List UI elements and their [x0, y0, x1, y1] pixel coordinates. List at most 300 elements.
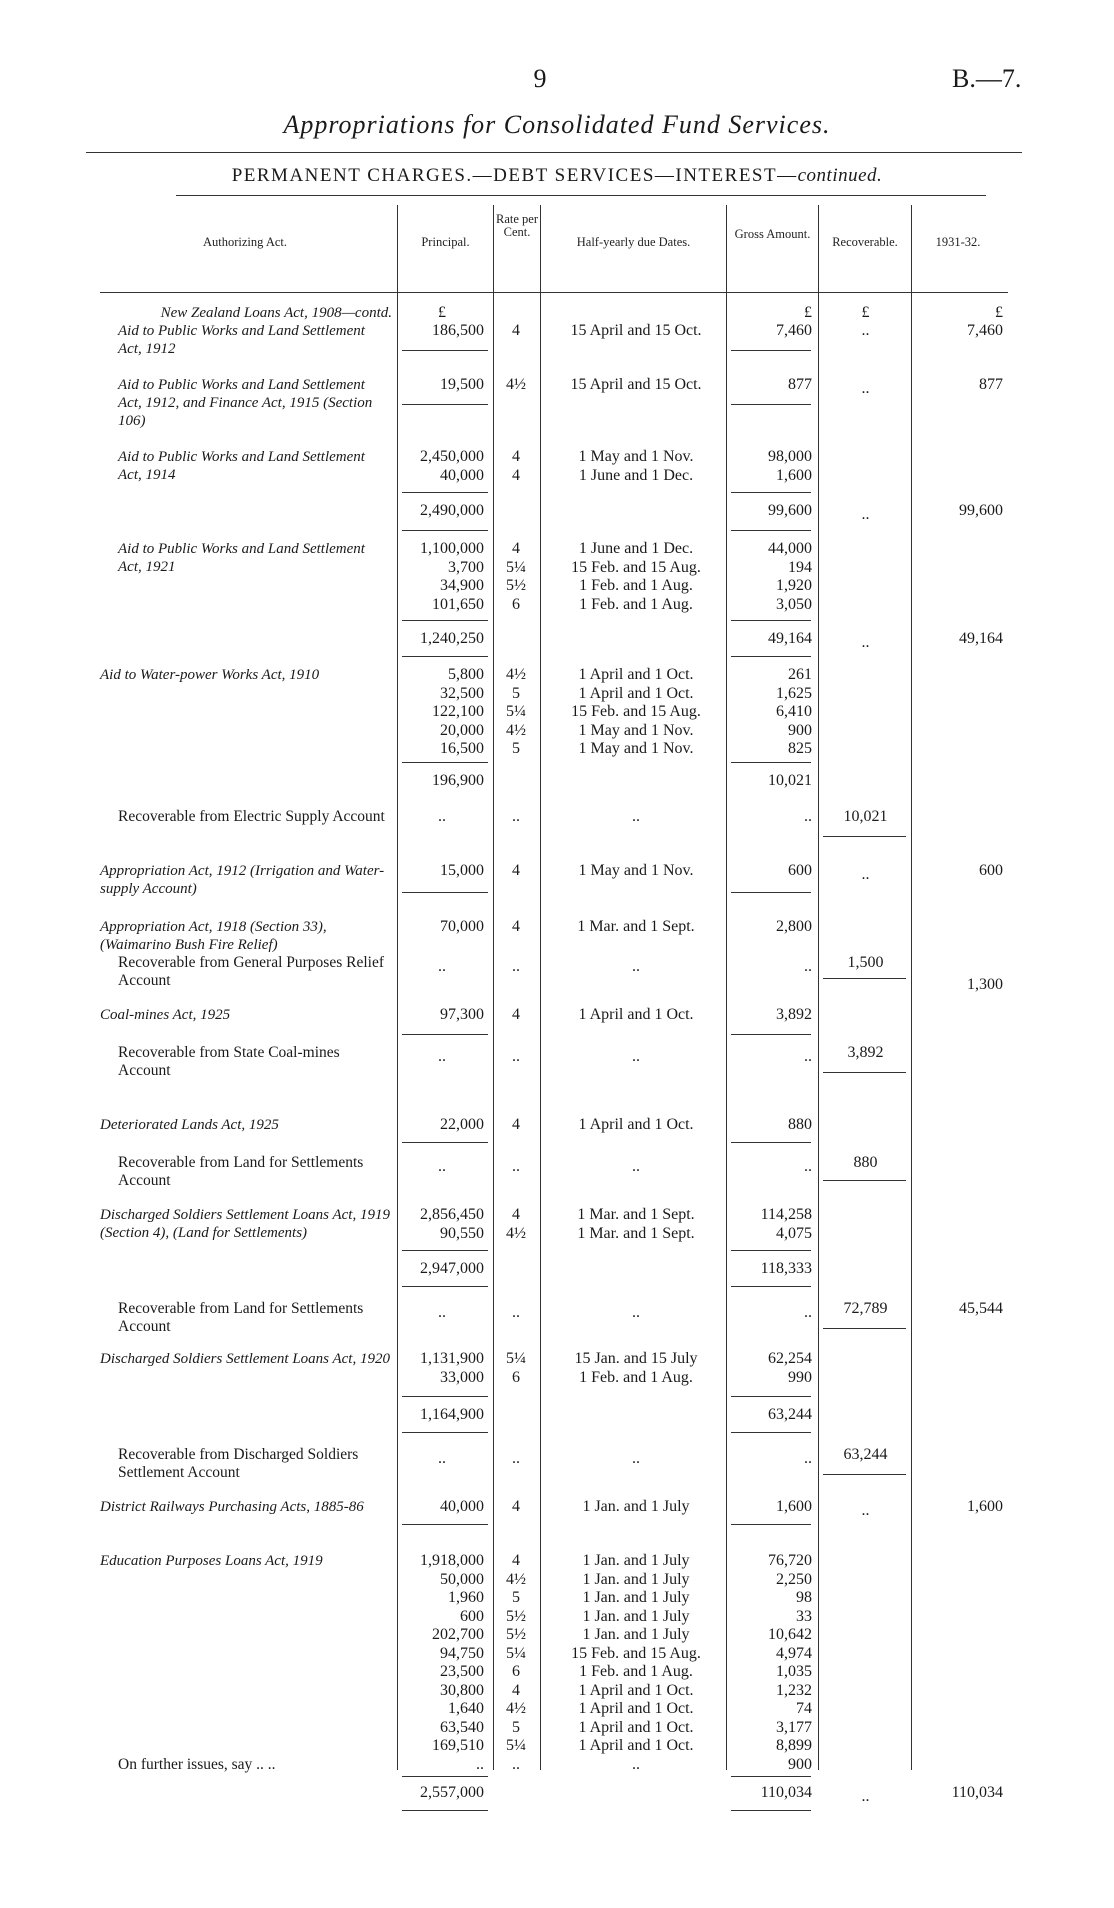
gross-total: 99,600 [768, 502, 812, 519]
recoverable-value: .. [861, 380, 870, 397]
page-number: 9 [533, 64, 547, 93]
gross-value: 194 [788, 558, 812, 576]
dates-value: 1 Jan. and 1 July [582, 1589, 690, 1606]
dates-value: .. [632, 808, 640, 825]
recoverable-value: .. [861, 506, 870, 523]
dates-value: 15 Feb. and 15 Aug. [571, 703, 701, 720]
gross-value: 990 [788, 1368, 812, 1386]
dates-value: 1 Jan. and 1 July [582, 1607, 690, 1625]
principal-value: 19,500 [440, 376, 484, 393]
gross-value: .. [804, 1158, 812, 1175]
dates-value: 1 Mar. and 1 Sept. [577, 1206, 695, 1223]
act-label: Discharged Soldiers Settlement Loans Act, 1920 [100, 1351, 390, 1367]
gross-value: 8,899 [776, 1737, 812, 1754]
principal-list [400, 540, 484, 614]
rate-value: 4 [512, 466, 520, 484]
rate-value: 6 [512, 1663, 520, 1680]
dates-value: 15 April and 15 Oct. [570, 376, 702, 393]
principal-value: 1,640 [448, 1700, 484, 1717]
rate-value: 5¼ [506, 1737, 526, 1754]
rate-value: 4 [512, 1006, 520, 1023]
rule [823, 836, 906, 837]
document-reference: B.—7. [952, 64, 1022, 93]
rule [731, 1250, 811, 1251]
gross-list [730, 666, 812, 759]
act-label: Aid to Public Works and Land Settlement Act, 1912, and Finance Act, 1915 (Section 106) [118, 377, 373, 429]
act-label: Aid to Public Works and Land Settlement Act, 1914 [118, 449, 365, 483]
rule [731, 762, 811, 763]
principal-value: 600 [460, 1607, 484, 1625]
recoverable-value: .. [861, 322, 870, 339]
year-value: 99,600 [959, 502, 1003, 519]
rule [731, 1432, 811, 1433]
rule [823, 1474, 906, 1475]
rule [731, 1524, 811, 1525]
column-divider [726, 205, 727, 1770]
principal-total: 1,240,250 [420, 630, 484, 647]
column-divider [540, 205, 541, 1770]
gross-list [730, 448, 812, 485]
principal-value: 30,800 [440, 1681, 484, 1699]
act-label: Deteriorated Lands Act, 1925 [100, 1117, 279, 1133]
dates-value: 1 Feb. and 1 Aug. [579, 577, 693, 594]
gross-value: 3,892 [776, 1006, 812, 1023]
dates-value: .. [632, 1048, 640, 1065]
principal-value: 90,550 [440, 1224, 484, 1242]
gross-value: 114,258 [760, 1206, 812, 1223]
rule [731, 1286, 811, 1287]
rate-list [497, 448, 535, 485]
act-label: Aid to Water-power Works Act, 1910 [100, 667, 320, 683]
rate-value: .. [512, 958, 520, 975]
rate-value: 4½ [506, 1224, 526, 1242]
gross-value: 62,254 [768, 1350, 812, 1367]
principal-value: 40,000 [440, 1498, 484, 1515]
rate-value: 4½ [506, 721, 526, 739]
column-header-authorizing-act: Authorizing Act. [202, 235, 287, 249]
principal-value: 3,700 [448, 558, 484, 576]
recoverable-value: 880 [853, 1154, 878, 1171]
rate-value: 5½ [506, 1626, 526, 1643]
currency-gross: £ [804, 304, 812, 321]
dates-list [546, 666, 726, 759]
gross-total: 110,034 [760, 1784, 812, 1801]
principal-value: 50,000 [440, 1570, 484, 1588]
gross-value: 4,075 [776, 1224, 812, 1242]
recoverable-label: Recoverable from Land for Settlements Account [118, 1300, 364, 1335]
gross-total: 118,333 [760, 1260, 812, 1277]
column-divider [397, 205, 398, 1770]
year-value: 1,600 [967, 1498, 1003, 1515]
gross-value: 3,050 [776, 595, 812, 613]
recoverable-value: .. [861, 1502, 870, 1519]
principal-value: 63,540 [440, 1718, 484, 1736]
principal-value: 101,650 [432, 595, 484, 613]
dates-value: 1 May and 1 Nov. [578, 721, 694, 739]
rule [731, 656, 811, 657]
act-label: Education Purposes Loans Act, 1919 [100, 1553, 323, 1569]
dates-value: 1 April and 1 Oct. [578, 684, 694, 702]
rate-value: 4 [512, 1552, 520, 1569]
act-label: District Railways Purchasing Acts, 1885-86 [100, 1499, 364, 1515]
section-subtitle [0, 165, 1114, 187]
rule [731, 350, 811, 351]
rate-value: .. [512, 1158, 520, 1175]
rule [402, 1034, 488, 1035]
column-divider [911, 205, 912, 1770]
principal-value: 34,900 [440, 577, 484, 594]
gross-list [730, 1350, 812, 1387]
act-label: New Zealand Loans Act, 1908—contd. [160, 305, 392, 321]
recoverable-label: Recoverable from Discharged Soldiers Settlement Account [118, 1446, 359, 1481]
act-label: Coal-mines Act, 1925 [100, 1007, 231, 1023]
dates-value: 1 Feb. and 1 Aug. [579, 595, 693, 613]
dates-value: 1 April and 1 Oct. [578, 666, 694, 683]
rate-value: 5½ [506, 1607, 526, 1625]
rule [731, 1776, 811, 1777]
gross-value: 600 [788, 862, 812, 879]
gross-value: 900 [788, 1755, 812, 1773]
principal-list [400, 1552, 484, 1774]
recoverable-value: 1,500 [847, 954, 884, 971]
principal-total: 2,557,000 [420, 1784, 484, 1801]
column-header-principal: Principal. [421, 235, 470, 249]
dates-value: .. [632, 1450, 640, 1467]
rule [402, 1810, 488, 1811]
gross-value: 3,177 [776, 1718, 812, 1736]
recoverable-value: 10,021 [843, 808, 888, 825]
rule [731, 1034, 811, 1035]
rule [823, 1328, 906, 1329]
gross-value: 261 [788, 666, 812, 683]
rate-value: 4 [512, 1116, 520, 1133]
year-value: 877 [979, 376, 1003, 393]
gross-list [730, 540, 812, 614]
rate-value: 5¼ [506, 1644, 526, 1662]
recoverable-value: .. [861, 1788, 870, 1805]
rate-value: .. [512, 1048, 520, 1065]
rate-value: 4 [512, 1498, 520, 1515]
header-bottom-rule [100, 292, 1008, 293]
principal-value: .. [438, 1158, 446, 1175]
further-issues-label: On further issues, say .. .. [118, 1756, 276, 1773]
column-header-dates: Half-yearly due Dates. [576, 235, 691, 249]
dates-value: 1 Jan. and 1 July [582, 1498, 690, 1515]
gross-value: 4,974 [776, 1644, 812, 1662]
rate-list [497, 540, 535, 614]
principal-total: 196,900 [432, 772, 484, 789]
gross-value: 76,720 [768, 1552, 812, 1569]
principal-value: 5,800 [448, 666, 484, 683]
rate-value: 4 [512, 322, 520, 339]
gross-value: 1,625 [776, 684, 812, 702]
rate-value: 4 [512, 448, 520, 465]
rule [402, 1776, 488, 1777]
recoverable-label: Recoverable from Land for Settlements Account [118, 1154, 364, 1189]
rate-list [497, 1206, 535, 1243]
gross-value: .. [804, 1450, 812, 1467]
dates-value: 1 April and 1 Oct. [578, 1737, 694, 1754]
dates-value: 1 Jan. and 1 July [582, 1626, 690, 1643]
rate-value: 4½ [506, 376, 526, 393]
principal-value: 22,000 [440, 1116, 484, 1133]
rule [402, 1142, 488, 1143]
principal-value: 15,000 [440, 862, 484, 879]
rule [731, 620, 811, 621]
page-title: Appropriations for Consolidated Fund Services. [283, 110, 831, 139]
gross-value: .. [804, 1048, 812, 1065]
gross-value: .. [804, 1304, 812, 1321]
principal-value: 1,100,000 [420, 540, 484, 557]
recoverable-label: Recoverable from State Coal-mines Account [118, 1044, 340, 1079]
dates-value: 1 Jan. and 1 July [582, 1552, 690, 1569]
dates-value: 15 April and 15 Oct. [570, 322, 702, 339]
principal-value: .. [476, 1755, 484, 1773]
year-value: 7,460 [967, 322, 1003, 339]
rule [402, 656, 488, 657]
gross-value: 33 [796, 1607, 812, 1625]
year-value: 600 [979, 862, 1003, 879]
dates-value: .. [632, 1158, 640, 1175]
principal-value: 32,500 [440, 684, 484, 702]
rule [402, 404, 488, 405]
recoverable-value: .. [861, 634, 870, 651]
recoverable-label: Recoverable from Electric Supply Account [118, 808, 385, 825]
principal-list [400, 448, 484, 485]
dates-value: .. [632, 958, 640, 975]
subtitle-main: PERMANENT CHARGES.—DEBT SERVICES—INTEREST— [231, 165, 798, 186]
rate-value: 5 [512, 1718, 520, 1736]
rule [402, 620, 488, 621]
column-header-gross: Gross Amount. [734, 227, 811, 241]
column-header-year: 1931-32. [935, 235, 981, 249]
gross-value: 6,410 [776, 703, 812, 720]
rule [402, 492, 488, 493]
title-rule [86, 152, 1022, 153]
dates-value: 1 April and 1 Oct. [578, 1006, 694, 1023]
rate-value: 4 [512, 1206, 520, 1223]
principal-value: 97,300 [440, 1006, 484, 1023]
dates-value: .. [632, 1755, 640, 1773]
gross-value: 880 [788, 1116, 812, 1133]
rule [731, 530, 811, 531]
principal-value: 33,000 [440, 1368, 484, 1386]
rule [823, 1180, 906, 1181]
recoverable-value: 3,892 [847, 1044, 884, 1061]
dates-value: 1 June and 1 Dec. [578, 466, 694, 484]
rate-value: 5¼ [506, 558, 526, 576]
principal-total: 1,164,900 [420, 1406, 484, 1423]
rate-value: 5¼ [506, 703, 526, 720]
gross-value: 74 [796, 1700, 812, 1717]
principal-value: 94,750 [440, 1644, 484, 1662]
principal-list [400, 1350, 484, 1387]
principal-value: .. [438, 1304, 446, 1321]
principal-value: 122,100 [432, 703, 484, 720]
principal-value: .. [438, 1048, 446, 1065]
dates-value: 1 May and 1 Nov. [578, 448, 694, 465]
dates-value: 1 June and 1 Dec. [578, 540, 694, 557]
currency-year: £ [995, 304, 1003, 321]
principal-value: .. [438, 958, 446, 975]
gross-total: 49,164 [768, 630, 812, 647]
gross-value: 1,920 [776, 577, 812, 594]
year-value: 1,300 [967, 976, 1003, 993]
principal-value: 70,000 [440, 918, 484, 935]
principal-list [400, 1206, 484, 1243]
recoverable-label: Recoverable from General Purposes Relief Account [118, 954, 384, 989]
gross-value: 1,600 [776, 1498, 812, 1515]
principal-total: 2,490,000 [420, 502, 484, 519]
rule [731, 1396, 811, 1397]
recoverable-value: 63,244 [843, 1446, 888, 1463]
rate-value: 5 [512, 1589, 520, 1606]
principal-value: 1,960 [448, 1589, 484, 1606]
rule [402, 1396, 488, 1397]
rate-value: 4 [512, 862, 520, 879]
principal-total: 2,947,000 [420, 1260, 484, 1277]
rate-value: 4 [512, 540, 520, 557]
gross-list [730, 1552, 812, 1774]
rate-value: .. [512, 1450, 520, 1467]
gross-total: 10,021 [768, 772, 812, 789]
rate-value: 4½ [506, 1700, 526, 1717]
rule [402, 1250, 488, 1251]
rate-value: 4½ [506, 666, 526, 683]
column-header-recoverable: Recoverable. [832, 235, 898, 249]
gross-value: 2,800 [776, 918, 812, 935]
rule [731, 892, 811, 893]
dates-list [546, 1350, 726, 1387]
rate-value: 4 [512, 918, 520, 935]
rate-list [497, 666, 535, 759]
currency-recoverable: £ [861, 304, 870, 321]
principal-value: 20,000 [440, 721, 484, 739]
gross-value: .. [804, 808, 812, 825]
dates-value: 1 May and 1 Nov. [578, 862, 694, 879]
principal-list [400, 666, 484, 759]
rule [402, 892, 488, 893]
rate-value: .. [512, 1755, 520, 1773]
dates-value: 1 Feb. and 1 Aug. [579, 1663, 693, 1680]
rate-value: 5¼ [506, 1350, 526, 1367]
principal-value: 16,500 [440, 740, 484, 757]
year-value: 110,034 [951, 1784, 1003, 1801]
gross-value: 1,600 [776, 466, 812, 484]
rule [731, 404, 811, 405]
rule [731, 492, 811, 493]
rule [823, 978, 906, 979]
act-label: Discharged Soldiers Settlement Loans Act, 1919 (Section 4), (Land for Settlements) [100, 1207, 390, 1241]
dates-list [546, 1206, 726, 1243]
act-label: Appropriation Act, 1912 (Irrigation and Water-supply Account) [100, 863, 385, 897]
gross-total: 63,244 [768, 1406, 812, 1423]
rule [823, 1072, 906, 1073]
dates-value: 1 May and 1 Nov. [578, 740, 694, 757]
principal-value: .. [438, 808, 446, 825]
gross-value: 825 [788, 740, 812, 757]
dates-value: .. [632, 1304, 640, 1321]
principal-value: 202,700 [432, 1626, 484, 1643]
gross-value: 98,000 [768, 448, 812, 465]
gross-value: 7,460 [776, 322, 812, 339]
dates-value: 15 Jan. and 15 July [574, 1350, 698, 1367]
column-header-rate: Rate per Cent. [496, 212, 538, 239]
header-top-rule [176, 195, 986, 196]
column-divider [493, 205, 494, 1770]
act-label: Appropriation Act, 1918 (Section 33), (Waimarino Bush Fire Relief) [100, 919, 327, 953]
rule [402, 1286, 488, 1287]
gross-value: .. [804, 958, 812, 975]
year-value: 49,164 [959, 630, 1003, 647]
rate-value: 5½ [506, 577, 526, 594]
currency-principal: £ [438, 304, 446, 321]
rate-value: 4½ [506, 1570, 526, 1588]
dates-value: 1 April and 1 Oct. [578, 1718, 694, 1736]
year-value: 45,544 [959, 1300, 1003, 1317]
dates-value: 1 Mar. and 1 Sept. [577, 918, 695, 935]
rule [731, 1810, 811, 1811]
rate-value: 6 [512, 1368, 520, 1386]
principal-value: 1,918,000 [420, 1552, 484, 1569]
gross-value: 1,035 [776, 1663, 812, 1680]
rule [402, 530, 488, 531]
dates-value: 1 Feb. and 1 Aug. [579, 1368, 693, 1386]
subtitle-continued: continued. [797, 165, 883, 186]
gross-value: 10,642 [768, 1626, 812, 1643]
dates-value: 15 Feb. and 15 Aug. [571, 1644, 701, 1662]
rate-value: 6 [512, 595, 520, 613]
principal-value: 2,450,000 [420, 448, 484, 465]
principal-value: 186,500 [432, 322, 484, 339]
principal-value: 40,000 [440, 466, 484, 484]
dates-value: 1 Jan. and 1 July [582, 1570, 690, 1588]
principal-value: 2,856,450 [420, 1206, 484, 1223]
act-label: Aid to Public Works and Land Settlement Act, 1912 [118, 323, 365, 357]
gross-list [730, 1206, 812, 1243]
rate-value: .. [512, 808, 520, 825]
rule [402, 350, 488, 351]
dates-list [546, 448, 726, 485]
gross-value: 877 [788, 376, 812, 393]
rule [402, 1432, 488, 1433]
rule [402, 762, 488, 763]
act-label: Aid to Public Works and Land Settlement Act, 1921 [118, 541, 365, 575]
dates-value: 1 April and 1 Oct. [578, 1116, 694, 1133]
dates-value: 1 April and 1 Oct. [578, 1681, 694, 1699]
dates-value: 15 Feb. and 15 Aug. [571, 558, 701, 576]
dates-value: 1 Mar. and 1 Sept. [577, 1224, 695, 1242]
column-divider [818, 205, 819, 1770]
principal-value: 23,500 [440, 1663, 484, 1680]
rate-value: .. [512, 1304, 520, 1321]
gross-value: 1,232 [776, 1681, 812, 1699]
rate-value: 5 [512, 740, 520, 757]
rate-value: 5 [512, 684, 520, 702]
principal-value: 1,131,900 [420, 1350, 484, 1367]
dates-list [546, 1552, 726, 1774]
dates-list [546, 540, 726, 614]
rule [731, 1142, 811, 1143]
dates-value: 1 April and 1 Oct. [578, 1700, 694, 1717]
rate-list [497, 1350, 535, 1387]
gross-value: 2,250 [776, 1570, 812, 1588]
recoverable-value: .. [861, 866, 870, 883]
gross-value: 44,000 [768, 540, 812, 557]
gross-value: 98 [796, 1589, 812, 1606]
rate-value: 4 [512, 1681, 520, 1699]
principal-value: .. [438, 1450, 446, 1467]
